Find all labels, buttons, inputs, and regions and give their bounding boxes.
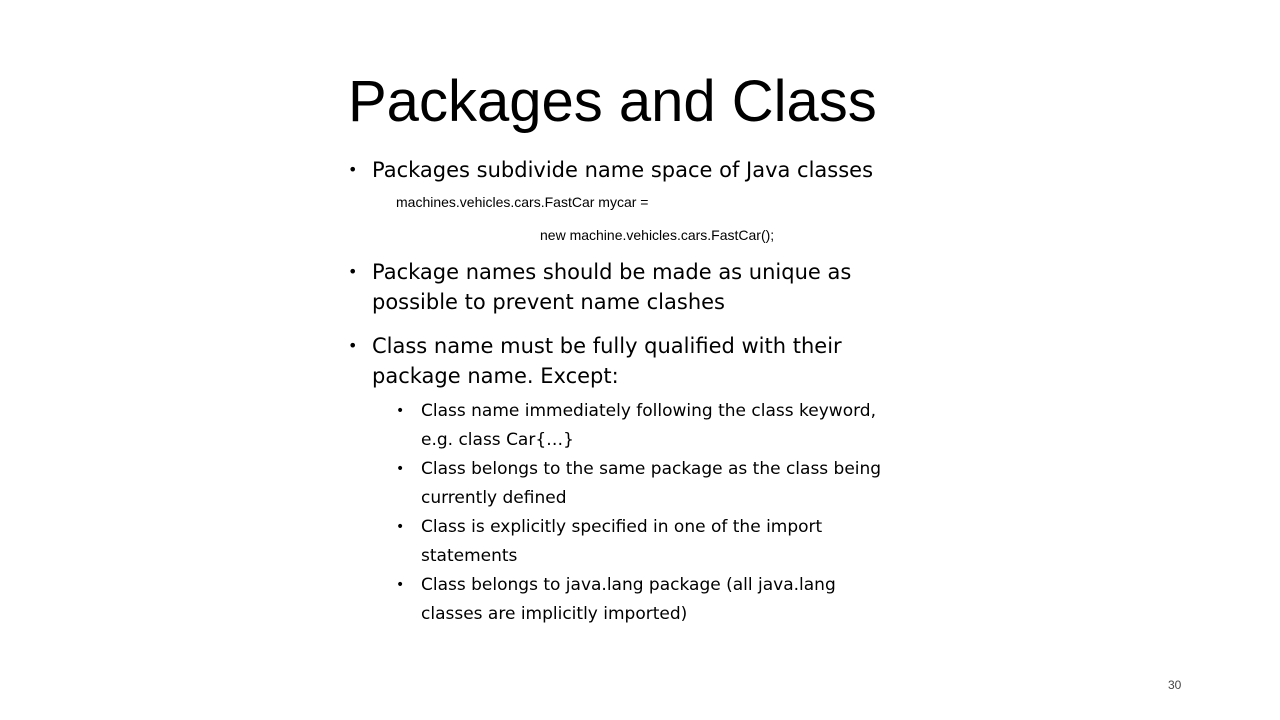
bullet-item: [348, 155, 908, 185]
sub-bullet-text: Class belongs to java.lang package (all java.lang classes are implicitly imported): [421, 575, 836, 624]
sub-bullet-text: Class belongs to the same package as the class being currently defined: [421, 459, 882, 508]
bullet-dot-icon: •: [348, 160, 358, 179]
sub-bullet-text: Class name immediately following the class keyword, e.g. class Car{…}: [421, 401, 876, 450]
bullet-item: [348, 331, 908, 391]
sub-bullet-text: Class is explicitly specified in one of the import statements: [421, 517, 823, 566]
slide-title: Packages and Class: [348, 69, 877, 134]
bullet-text: Class name must be fully qualified with their package name. Except:: [372, 334, 842, 388]
bullet-dot-icon: •: [348, 336, 358, 355]
sub-bullet-item: [396, 571, 896, 629]
bullet-dot-icon: •: [396, 577, 405, 593]
bullet-dot-icon: •: [396, 519, 405, 535]
code-line: machines.vehicles.cars.FastCar mycar =: [396, 194, 649, 210]
bullet-dot-icon: •: [396, 403, 405, 419]
sub-bullet-item: [396, 397, 896, 455]
bullet-text: Packages subdivide name space of Java classes: [372, 158, 874, 182]
sub-bullet-item: [396, 455, 896, 513]
page-number: 30: [1168, 678, 1182, 692]
bullet-dot-icon: •: [348, 262, 358, 281]
code-line: new machine.vehicles.cars.FastCar();: [540, 227, 775, 243]
sub-bullet-item: [396, 513, 896, 571]
bullet-text: Package names should be made as unique as possible to prevent name clashes: [372, 260, 852, 314]
bullet-item: [348, 257, 908, 317]
bullet-dot-icon: •: [396, 461, 405, 477]
